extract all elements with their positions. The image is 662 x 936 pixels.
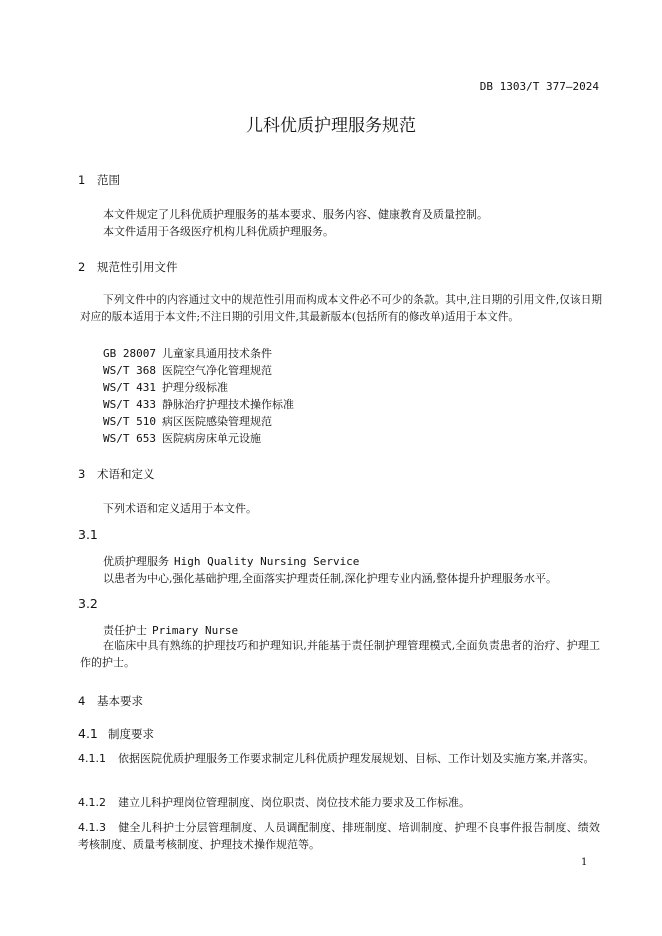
clause	[78, 819, 600, 853]
subsection-title: 制度要求	[108, 727, 154, 741]
reference-title: 医院空气净化管理规范	[162, 364, 272, 377]
section-title: 术语和定义	[97, 467, 155, 481]
section-number: 1	[78, 173, 86, 187]
reference-code: WS/T 510	[103, 415, 156, 428]
paragraph: 下列文件中的内容通过文中的规范性引用而构成本文件必不可少的条款。其中,注日期的引用文件,仅该日期对应的版本适用于本文件;不注日期的引用文件,其最新版本(包括所有的修改单)适用于本文件。	[80, 294, 602, 323]
reference-title: 儿童家具通用技术条件	[162, 347, 272, 360]
reference-item	[103, 345, 272, 361]
section-title: 基本要求	[97, 694, 143, 708]
reference-item	[103, 379, 228, 395]
reference-item	[103, 413, 272, 429]
paragraph: 本文件适用于各级医疗机构儿科优质护理服务。	[103, 225, 334, 238]
page-number: 1	[581, 857, 588, 868]
page-title: 儿科优质护理服务规范	[246, 116, 416, 136]
term-number: 3.1	[78, 527, 98, 542]
clause-number: 4.1.3	[78, 821, 106, 834]
reference-code: WS/T 431	[103, 381, 156, 394]
clause	[78, 750, 600, 767]
clause-number: 4.1.2	[78, 796, 106, 809]
term-chinese: 责任护士	[103, 624, 147, 637]
term-chinese: 优质护理服务	[103, 555, 169, 568]
section-title: 范围	[97, 173, 120, 187]
section-title: 规范性引用文件	[97, 260, 178, 274]
section-number: 2	[78, 260, 86, 274]
section-heading-4	[78, 693, 143, 709]
term-english: High Quality Nursing Service	[174, 555, 360, 568]
section-heading-2	[78, 259, 178, 275]
subsection-number: 4.1	[78, 726, 98, 741]
reference-title: 静脉治疗护理技术操作标准	[162, 398, 294, 411]
term-name	[103, 553, 359, 569]
section-heading-3	[78, 466, 155, 482]
reference-code: WS/T 368	[103, 364, 156, 377]
section-heading-1	[78, 172, 120, 188]
paragraph: 下列术语和定义适用于本文件。	[103, 502, 257, 515]
reference-title: 医院病房床单元设施	[162, 432, 261, 445]
document-number: DB 1303/T 377—2024	[479, 80, 599, 93]
reference-item	[103, 396, 294, 412]
term-name	[103, 622, 238, 638]
section-number: 3	[78, 467, 86, 481]
reference-code: WS/T 433	[103, 398, 156, 411]
clause-text: 建立儿科护理岗位管理制度、岗位职责、岗位技术能力要求及工作标准。	[118, 796, 470, 809]
paragraph: 本文件规定了儿科优质护理服务的基本要求、服务内容、健康教育及质量控制。	[103, 208, 488, 221]
section-number: 4	[78, 694, 86, 708]
term-number: 3.2	[78, 596, 98, 611]
clause-number: 4.1.1	[78, 752, 106, 765]
term-english: Primary Nurse	[152, 624, 239, 637]
term-definition: 在临床中具有熟练的护理技巧和护理知识,并能基于责任制护理管理模式,全面负责患者的治疗、护理工作的护士。	[80, 639, 600, 669]
clause	[78, 794, 600, 811]
term-definition: 以患者为中心,强化基础护理,全面落实护理责任制,深化护理专业内涵,整体提升护理服务水平。	[103, 572, 557, 585]
subsection-heading	[78, 726, 154, 742]
reference-title: 病区医院感染管理规范	[162, 415, 272, 428]
reference-item	[103, 430, 261, 446]
clause-text: 健全儿科护士分层管理制度、人员调配制度、排班制度、培训制度、护理不良事件报告制度、绩效考核制度、质量考核制度、护理技术操作规范等。	[78, 821, 600, 851]
reference-code: GB 28007	[103, 347, 156, 360]
reference-item	[103, 362, 272, 378]
reference-code: WS/T 653	[103, 432, 156, 445]
reference-title: 护理分级标准	[162, 381, 228, 394]
clause-text: 依据医院优质护理服务工作要求制定儿科优质护理发展规划、目标、工作计划及实施方案,并落实。	[118, 752, 595, 765]
